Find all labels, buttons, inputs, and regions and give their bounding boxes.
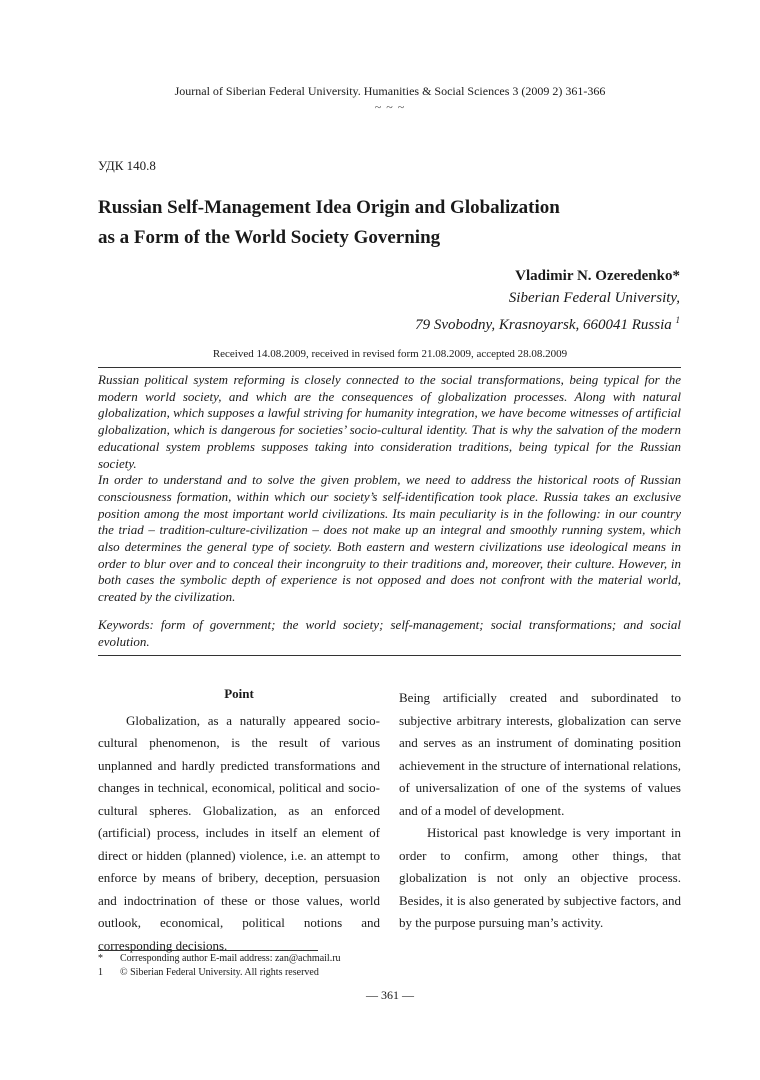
body-column-left [98, 683, 380, 957]
page-number: — 361 — [366, 988, 414, 1002]
author-name: Vladimir N. Ozeredenko* [515, 268, 680, 284]
keywords: Keywords: form of government; the world society; self-management; social transformations; and social evolution. [98, 617, 681, 649]
abstract-top-rule [98, 367, 681, 368]
author-block [415, 265, 680, 336]
abstract-paragraph-1: Russian political system reforming is closely connected to the social transformations, being typical for the modern world society, and which are the consequences of globalization processes. Along with natural globalization, which supposes a lawful striving for humanity integration, we have become witnesses of artificial globalization, which is dangerous for societies’ socio-cultural identity. That is why the salvation of the modern educational system problems supposes taking into consideration traditions, being typical for the Russian society. [98, 372, 681, 471]
abstract-bottom-rule [98, 655, 681, 656]
title-line-2: as a Form of the World Society Governing [98, 227, 441, 248]
udk-code: УДК 140.8 [98, 158, 156, 173]
title-line-1: Russian Self-Management Idea Origin and Globalization [98, 197, 560, 218]
abstract-paragraph-2: In order to understand and to solve the given problem, we need to address the historical roots of Russian consciousness formation, within which our society’s self-identification took place. Russia takes an exclusive position among the most important world civilizations. Its main peculiarity is in the following: in our country the triad – tradition-culture-civilization – does not make up an integral and smoothly running system, which also determines the general type of society. Both eastern and western civilizations use ideological means in order to blur over and to conceal their incongruity to their traditions and, moreover, their culture. However, in both cases the symbolic depth of experience is not opposed and does not confront with the material world, created by the civilization. [98, 472, 681, 605]
body-paragraph: Being artificially created and subordinated to subjective arbitrary interests, globalization can serve and serves as an instrument of dominating position achievement in the structure of international relations, of universalization of one of the systems of values and of a model of development. [399, 690, 681, 818]
body-paragraph: Historical past knowledge is very important in order to confirm, among other things, that globalization is not only an objective process. Besides, it is also generated by subjective factors, and by the purpose pursuing man’s activity. [399, 825, 681, 930]
section-heading: Point [224, 686, 254, 701]
abstract [98, 372, 681, 606]
footnote-mark: 1 [675, 315, 680, 325]
journal-header: Journal of Siberian Federal University. Humanities & Social Sciences 3 (2009 2) 361-366 [174, 84, 606, 98]
received-dates: Received 14.08.2009, received in revised form 21.08.2009, accepted 28.08.2009 [212, 348, 568, 360]
footnote-rule [98, 950, 318, 951]
footnotes [98, 952, 341, 980]
footnote-text: Corresponding author E-mail address: zan@achmail.ru [120, 953, 341, 964]
footnote-marker: 1 [98, 967, 103, 978]
author-affiliation: Siberian Federal University, [508, 290, 680, 306]
author-address-line [415, 309, 680, 336]
footnote-marker: * [98, 953, 103, 964]
header-ornament: ~ ~ ~ [374, 100, 406, 114]
footnote-text: © Siberian Federal University. All rights reserved [120, 967, 319, 978]
footnote [98, 966, 341, 980]
author-address: 79 Svobodny, Krasnoyarsk, 660041 Russia [415, 317, 672, 333]
body-column-right [399, 687, 681, 935]
body-paragraph: Globalization, as a naturally appeared socio-cultural phenomenon, is the result of various unplanned and hardly predicted transformations and changes in technical, economical, political and socio-cultural spheres. Globalization, as an enforced (artificial) process, includes in itself an element of direct or hidden (planned) violence, i.e. an attempt to enforce by means of bribery, deception, persuasion and indoctrination of these or those values, world outlook, economical, political notions and corresponding decisions. [98, 712, 380, 953]
footnote [98, 952, 341, 966]
article-title [98, 193, 658, 253]
